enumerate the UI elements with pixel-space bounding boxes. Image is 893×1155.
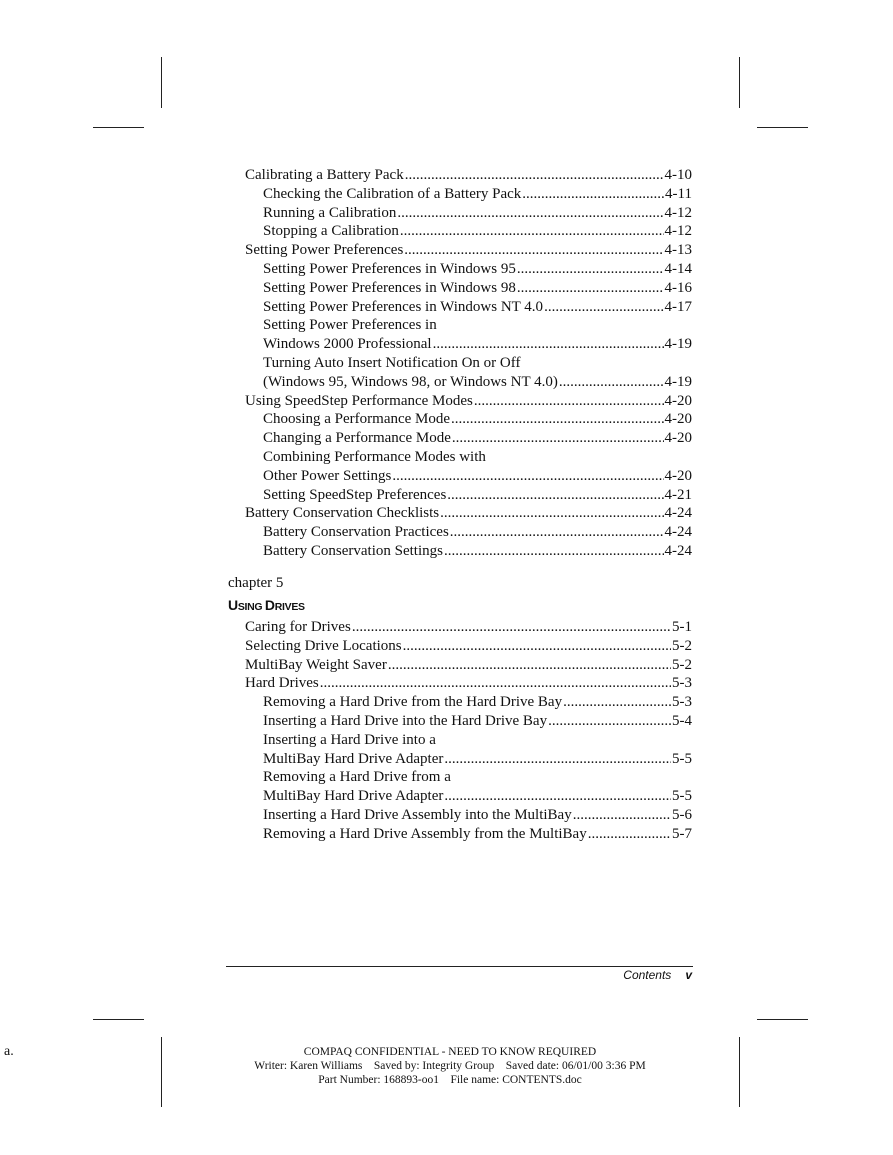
toc-entry[interactable] xyxy=(245,825,692,844)
toc-entry-title: Caring for Drives xyxy=(245,619,351,635)
toc-entry-title: Removing a Hard Drive from a xyxy=(263,769,451,786)
chapter-title-part: D xyxy=(264,597,275,613)
toc-entry-title: Running a Calibration xyxy=(263,204,397,221)
toc-entry-title: MultiBay Hard Drive Adapter xyxy=(263,750,444,767)
toc-page-number: 4-24 xyxy=(664,542,692,559)
toc-entry-title: Removing a Hard Drive Assembly from the MultiBay xyxy=(263,825,587,842)
toc-page-number: 5-3 xyxy=(672,675,692,692)
toc-entry[interactable] xyxy=(245,523,692,542)
corner-mark: a. xyxy=(4,1044,14,1059)
confidential-line-2: Writer: Karen Williams Saved by: Integrity Group Saved date: 06/01/00 3:36 PM xyxy=(254,1060,646,1072)
toc-page-number: 5-5 xyxy=(672,750,692,767)
dot-leader xyxy=(517,260,664,279)
toc-entry-title: Stopping a Calibration xyxy=(263,223,399,240)
toc-page-number: 4-21 xyxy=(664,486,692,503)
toc-entry[interactable] xyxy=(245,712,692,731)
dot-leader xyxy=(404,241,663,260)
dot-leader xyxy=(447,486,663,505)
toc-entry-title: Setting Power Preferences in Windows NT 4.0 xyxy=(263,298,544,315)
toc-entry-title: Setting Power Preferences in Windows 95 xyxy=(263,260,516,277)
dot-leader xyxy=(403,637,671,656)
toc-page-number: 4-20 xyxy=(664,467,692,484)
dot-leader xyxy=(352,618,671,637)
toc-entry-title: Choosing a Performance Mode xyxy=(263,411,451,428)
toc-page-number: 4-20 xyxy=(664,392,692,409)
toc-entry-title: Removing a Hard Drive from the Hard Drive Bay xyxy=(263,694,563,711)
dot-leader xyxy=(400,222,664,241)
toc-entry-title: Hard Drives xyxy=(245,675,319,692)
toc-entry[interactable] xyxy=(245,693,692,712)
toc-chapter-5 xyxy=(245,618,692,844)
toc-entry[interactable] xyxy=(245,542,692,561)
toc-entry-title: Other Power Settings xyxy=(263,467,392,484)
toc-entry-title: (Windows 95, Windows 98, or Windows NT 4.0) xyxy=(263,373,558,390)
toc-entry-title: Combining Performance Modes with xyxy=(263,448,486,465)
dot-leader xyxy=(548,712,671,731)
toc-entry[interactable] xyxy=(245,656,692,675)
toc-page-number: 4-16 xyxy=(664,279,692,296)
dot-leader xyxy=(450,523,664,542)
toc-entry-title: Battery Conservation Checklists xyxy=(245,505,440,522)
toc-entry[interactable] xyxy=(245,298,692,317)
toc-entry-title: Turning Auto Insert Notification On or Off xyxy=(263,354,521,371)
dot-leader xyxy=(451,410,663,429)
dot-leader xyxy=(397,204,663,223)
footer-rule xyxy=(226,966,693,967)
toc-page-number: 5-2 xyxy=(672,656,692,673)
toc-entry[interactable] xyxy=(245,185,692,204)
dot-leader xyxy=(522,185,664,204)
dot-leader xyxy=(563,693,671,712)
toc-page-number: 4-24 xyxy=(664,524,692,541)
toc-page-number: 5-2 xyxy=(672,637,692,654)
toc-entry-title: Battery Conservation Practices xyxy=(263,524,449,541)
toc-entry[interactable] xyxy=(245,674,692,693)
footer-page-number: v xyxy=(685,968,692,982)
crop-mark-top-right-vertical xyxy=(739,57,740,108)
running-footer xyxy=(623,968,692,982)
toc-page-number: 4-19 xyxy=(664,373,692,390)
dot-leader xyxy=(474,392,664,411)
chapter-title-part: RIVES xyxy=(274,601,305,613)
crop-mark-bottom-left-horizontal xyxy=(93,1019,144,1020)
toc-entry-title: Setting SpeedStep Preferences xyxy=(263,486,447,503)
toc-page-number: 4-12 xyxy=(664,204,692,221)
dot-leader xyxy=(388,656,671,675)
toc-entry[interactable] xyxy=(245,260,692,279)
dot-leader xyxy=(573,806,671,825)
toc-page-number: 4-24 xyxy=(664,505,692,522)
crop-mark-top-left-vertical xyxy=(161,57,162,108)
dot-leader xyxy=(320,674,671,693)
chapter-title-part: U xyxy=(228,597,238,613)
toc-entry-title: Selecting Drive Locations xyxy=(245,637,402,654)
footer-section: Contents xyxy=(623,968,672,982)
toc-page-number: 5-1 xyxy=(672,619,692,635)
crop-mark-top-left-horizontal xyxy=(93,127,144,128)
toc-entry[interactable] xyxy=(245,806,692,825)
toc-entry[interactable] xyxy=(245,316,692,354)
toc-entry-title: Setting Power Preferences xyxy=(245,242,404,259)
toc-entry[interactable] xyxy=(245,392,692,411)
dot-leader xyxy=(544,298,663,317)
toc-page-number: 4-11 xyxy=(665,185,692,202)
dot-leader xyxy=(405,166,664,185)
toc-entry[interactable] xyxy=(245,486,692,505)
toc-entry[interactable] xyxy=(245,618,692,637)
crop-mark-bottom-right-horizontal xyxy=(757,1019,808,1020)
dot-leader xyxy=(433,335,664,354)
toc-page-number: 4-10 xyxy=(664,167,692,183)
toc-page-number: 4-12 xyxy=(664,223,692,240)
toc-entry-title: Inserting a Hard Drive into the Hard Drive Bay xyxy=(263,712,548,729)
toc-entry-title: Inserting a Hard Drive into a xyxy=(263,731,436,748)
dot-leader xyxy=(444,542,664,561)
toc-entry[interactable] xyxy=(245,354,692,392)
toc-entry-title: Battery Conservation Settings xyxy=(263,542,443,559)
toc-page-number: 5-4 xyxy=(672,712,692,729)
toc-entry-title: Calibrating a Battery Pack xyxy=(245,167,404,183)
toc-entry-title: Changing a Performance Mode xyxy=(263,430,451,447)
toc-entry[interactable] xyxy=(245,410,692,429)
toc-entry[interactable] xyxy=(245,204,692,223)
toc-page-number: 4-13 xyxy=(664,242,692,259)
toc-entry[interactable] xyxy=(245,448,692,486)
dot-leader xyxy=(588,825,671,844)
toc-page-number: 4-20 xyxy=(664,430,692,447)
toc-entry-title: MultiBay Weight Saver xyxy=(245,656,387,673)
chapter-title xyxy=(228,597,305,613)
toc-entry-title: Setting Power Preferences in xyxy=(263,317,437,334)
toc-entry[interactable] xyxy=(245,241,692,260)
dot-leader xyxy=(452,429,664,448)
toc-entry-title: Windows 2000 Professional xyxy=(263,336,432,353)
toc-page-number: 4-14 xyxy=(664,260,692,277)
toc-entry[interactable] xyxy=(245,429,692,448)
dot-leader xyxy=(392,467,663,486)
toc-entry[interactable] xyxy=(245,222,692,241)
toc-entry[interactable] xyxy=(245,166,692,185)
toc-continued-chapter-4 xyxy=(245,166,692,561)
confidential-notice xyxy=(160,1045,740,1087)
confidential-line-3: Part Number: 168893-oo1 File name: CONTENTS.doc xyxy=(318,1074,582,1086)
dot-leader xyxy=(517,279,664,298)
toc-page-number: 5-6 xyxy=(672,806,692,823)
toc-entry-title: MultiBay Hard Drive Adapter xyxy=(263,788,444,805)
toc-entry-title: Setting Power Preferences in Windows 98 xyxy=(263,279,516,296)
toc-entry[interactable] xyxy=(245,731,692,769)
dot-leader xyxy=(444,787,671,806)
toc-page-number: 4-19 xyxy=(664,336,692,353)
toc-page-number: 4-20 xyxy=(664,411,692,428)
toc-entry-title: Using SpeedStep Performance Modes xyxy=(245,392,473,409)
toc-entry[interactable] xyxy=(245,768,692,806)
toc-entry-title: Checking the Calibration of a Battery Pack xyxy=(263,185,522,202)
toc-page-number: 5-3 xyxy=(672,694,692,711)
toc-entry[interactable] xyxy=(245,504,692,523)
toc-entry[interactable] xyxy=(245,279,692,298)
chapter-title-part: SING xyxy=(237,601,265,613)
dot-leader xyxy=(444,750,671,769)
toc-entry[interactable] xyxy=(245,637,692,656)
toc-page-number: 5-5 xyxy=(672,788,692,805)
crop-mark-top-right-horizontal xyxy=(757,127,808,128)
confidential-line-1: COMPAQ CONFIDENTIAL - NEED TO KNOW REQUIRED xyxy=(303,1046,597,1058)
dot-leader xyxy=(559,373,664,392)
toc-page-number: 5-7 xyxy=(672,825,692,842)
chapter-label: chapter 5 xyxy=(228,575,284,591)
toc-entry-title: Inserting a Hard Drive Assembly into the MultiBay xyxy=(263,806,572,823)
dot-leader xyxy=(440,504,663,523)
toc-page-number: 4-17 xyxy=(664,298,692,315)
